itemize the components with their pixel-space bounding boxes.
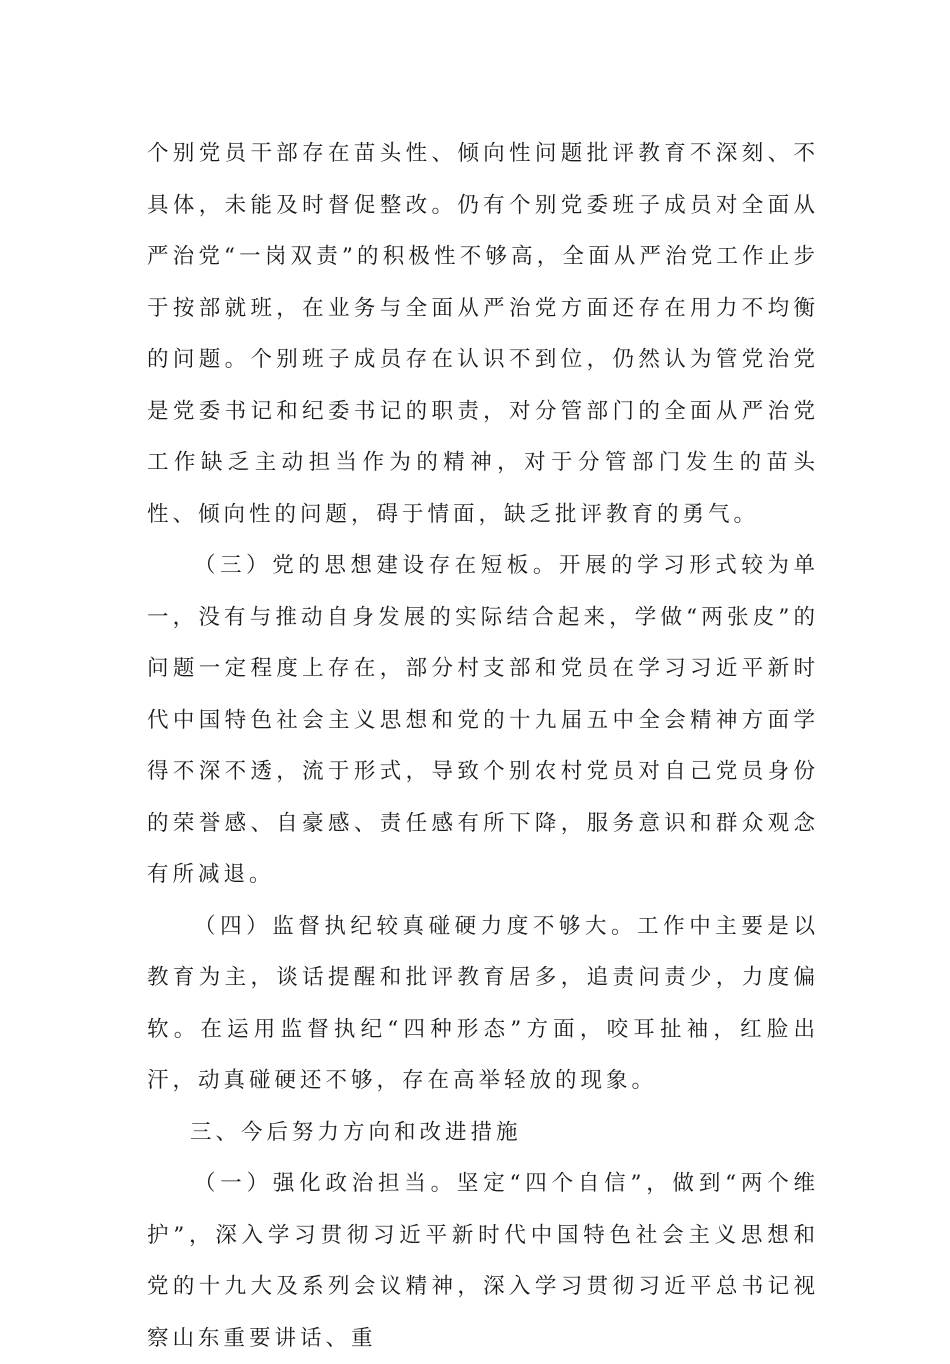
paragraph-ideological-building: （三）党的思想建设存在短板。开展的学习形式较为单一，没有与推动自身发展的实际结合起来，学做“两张皮”的问题一定程度上存在，部分村支部和党员在学习习近平新时代中国特色社会主义思想和党的十九届五中全会精神方面学得不深不透，流于形式，导致个别农村党员对自己党员身份的荣誉感、自豪感、责任感有所下降，服务意识和群众观念有所减退。 (147, 553, 819, 887)
paragraph-continued: 个别党员干部存在苗头性、倾向性问题批评教育不深刻、不具体，未能及时督促整改。仍有个别党委班子成员对全面从严治党“一岗双责”的积极性不够高，全面从严治党工作止步于按部就班，在业务与全面从严治党方面还存在用力不均衡的问题。个别班子成员存在认识不到位，仍然认为管党治党是党委书记和纪委书记的职责，对分管部门的全面从严治党工作缺乏主动担当作为的精神，对于分管部门发生的苗头性、倾向性的问题，碍于情面，缺乏批评教育的勇气。 (147, 141, 819, 527)
paragraph-supervision-discipline: （四）监督执纪较真碰硬力度不够大。工作中主要是以教育为主，谈话提醒和批评教育居多，追责问责少，力度偏软。在运用监督执纪“四种形态”方面，咬耳扯袖，红脸出汗，动真碰硬还不够，存在高举轻放的现象。 (147, 913, 819, 1093)
section-heading: 三、今后努力方向和改进措施 (190, 1119, 522, 1145)
paragraph-political-responsibility: （一）强化政治担当。坚定“四个自信”，做到“两个维护”，深入学习贯彻习近平新时代中国特色社会主义思想和党的十九大及系列会议精神，深入学习贯彻习近平总书记视察山东重要讲话、重 (147, 1171, 819, 1351)
